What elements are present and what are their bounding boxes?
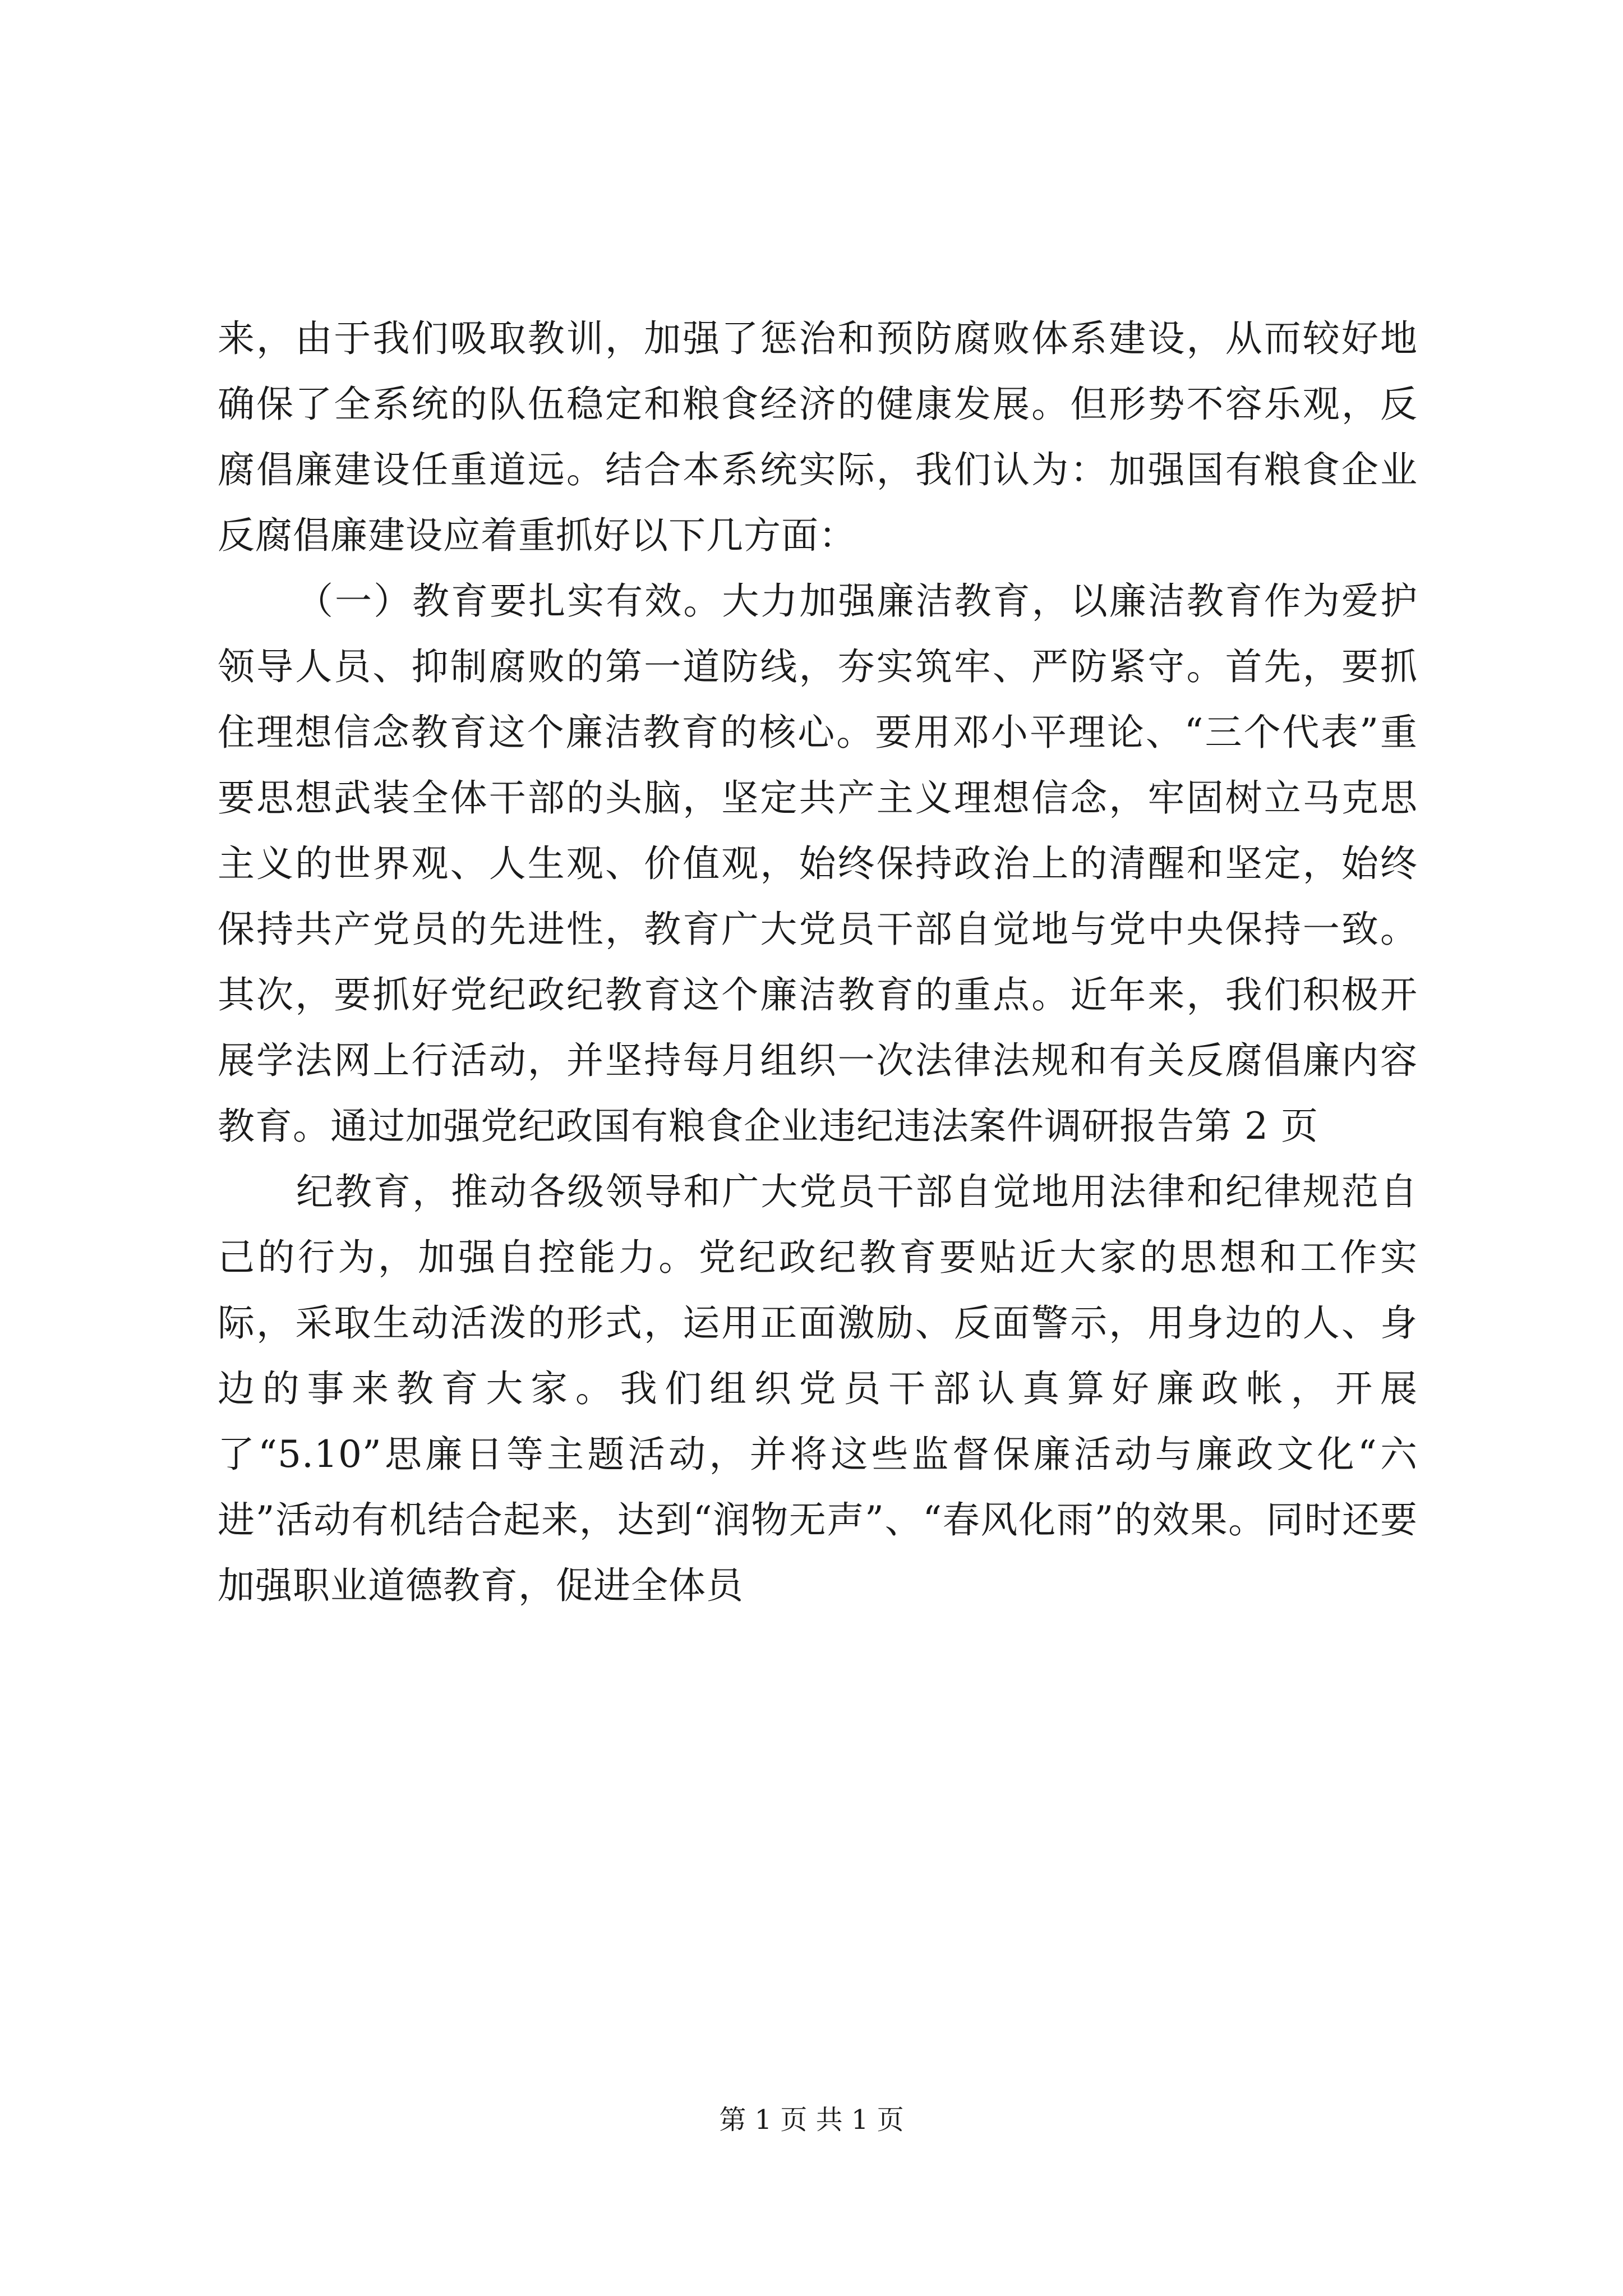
paragraph-2: （一）教育要扎实有效。大力加强廉洁教育，以廉洁教育作为爱护领导人员、抑制腐败的第一道防线，夯实筑牢、严防紧守。首先，要抓住理想信念教育这个廉洁教育的核心。要用邓小平理论、“三个代表”重要思想武装全体干部的头脑，坚定共产主义理想信念，牢固树立马克思主义的世界观、人生观、价值观，始终保持政治上的清醒和坚定，始终保持共产党员的先进性，教育广大党员干部自觉地与党中央保持一致。其次，要抓好党纪政纪教育这个廉洁教育的重点。近年来，我们积极开展学法网上行活动，并坚持每月组织一次法律法规和有关反腐倡廉内容教育。通过加强党纪政国有粮食企业违纪违法案件调研报告第 2 页 — [218, 579, 1418, 1148]
page-footer: 第 1 页 共 1 页 — [719, 2104, 904, 2136]
paragraph-3: 纪教育，推动各级领导和广大党员干部自觉地用法律和纪律规范自己的行为，加强自控能力。党纪政纪教育要贴近大家的思想和工作实际，采取生动活泼的形式，运用正面激励、反面警示，用身边的人、身边的事来教育大家。我们组织党员干部认真算好廉政帐，开展了“5.10”思廉日等主题活动，并将这些监督保廉活动与廉政文化“六进”活动有机结合起来，达到“润物无声”、“春风化雨”的效果。同时还要加强职业道德教育，促进全体员 — [218, 1170, 1418, 1607]
document-body — [218, 306, 1418, 1618]
paragraph-1: 来，由于我们吸取教训，加强了惩治和预防腐败体系建设，从而较好地确保了全系统的队伍稳定和粮食经济的健康发展。但形势不容乐观，反腐倡廉建设任重道远。结合本系统实际，我们认为：加强国有粮食企业反腐倡廉建设应着重抓好以下几方面： — [218, 317, 1418, 557]
